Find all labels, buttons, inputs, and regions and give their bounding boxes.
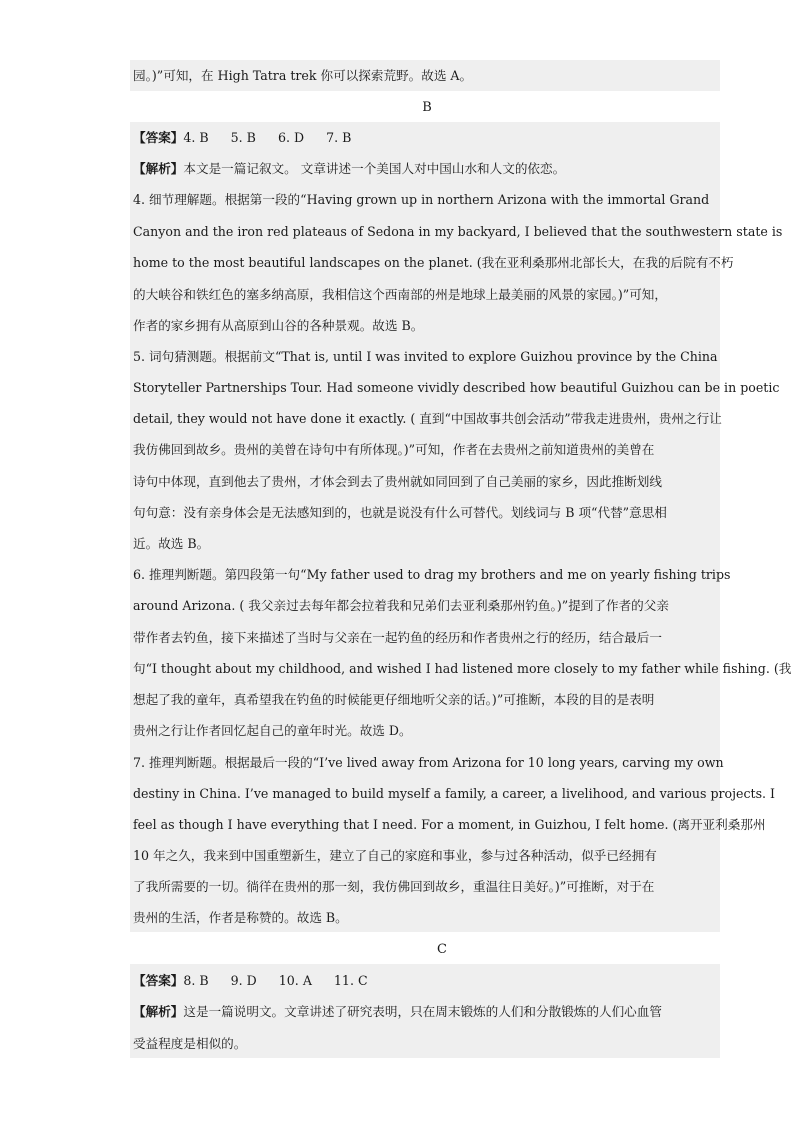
section-c-answers [133, 973, 733, 989]
body-line: 句“I thought about my childhood, and wished I had listened more closely to my father while fishing. (我 [133, 661, 792, 676]
body-line: home to the most beautiful landscapes on the planet. (我在亚利桑那州北部长大，在我的后院有不朽 [133, 255, 734, 270]
analysis-tag: 【解析】 [133, 161, 184, 176]
body-line: Canyon and the iron red plateaus of Sedona in my backyard, I believed that the southwestern state is [133, 224, 783, 239]
analysis-text: 这是一篇说明文。文章讲述了研究表明，只在周末锻炼的人们和分散锻炼的人们心血管 [183, 1004, 662, 1019]
shade-band-b [130, 122, 720, 932]
section-b-heading: B [422, 100, 432, 115]
body-line: 10 年之久，我来到中国重塑新生，建立了自己的家庭和事业，参与过各种活动，似乎已经拥有 [133, 848, 657, 863]
answer-item: 8. B [183, 973, 209, 988]
answer-item: 11. C [333, 973, 368, 988]
body-line: 诗句中体现，直到他去了贵州，才体会到去了贵州就如同回到了自己美丽的家乡，因此推断划线 [133, 474, 662, 489]
section-c-heading: C [437, 942, 447, 957]
body-line: 4. 细节理解题。根据第一段的“Having grown up in northern Arizona with the immortal Grand [133, 192, 710, 207]
body-line: 5. 词句猜测题。根据前文“That is, until I was invited to explore Guizhou province by the China [133, 349, 718, 364]
section-c-analysis [133, 1004, 733, 1020]
body-line: 7. 推理判断题。根据最后一段的“I’ve lived away from Arizona for 10 long years, carving my own [133, 755, 724, 770]
answer-item: 9. D [230, 973, 257, 988]
body-line: 近。故选 B。 [133, 536, 210, 551]
body-line: 了我所需要的一切。徜徉在贵州的那一刻，我仿佛回到故乡，重温往日美好。)”可推断，对于在 [133, 879, 655, 894]
body-line: 受益程度是相似的。 [133, 1036, 247, 1051]
body-line: destiny in China. I’ve managed to build myself a family, a career, a livelihood, and various projects. I [133, 786, 776, 801]
body-line: around Arizona. ( 我父亲过去每年都会拉着我和兄弟们去亚利桑那州钓鱼。)”提到了作者的父亲 [133, 598, 669, 613]
body-line: 带作者去钓鱼，接下来描述了当时与父亲在一起钓鱼的经历和作者贵州之行的经历，结合最后一 [133, 630, 662, 645]
answer-tag: 【答案】 [133, 973, 184, 988]
answer-item: 10. A [278, 973, 312, 988]
prev-section-tail: 园。)”可知，在 High Tatra trek 你可以探索荒野。故选 A。 [133, 68, 473, 83]
section-b-answers [133, 130, 733, 146]
answer-item: 4. B [183, 130, 209, 145]
body-line: feel as though I have everything that I need. For a moment, in Guizhou, I felt home. (离开亚利桑那州 [133, 817, 766, 832]
body-line: detail, they would not have done it exactly. ( 直到“中国故事共创会活动”带我走进贵州，贵州之行让 [133, 411, 722, 426]
body-line: 想起了我的童年，真希望我在钓鱼的时候能更仔细地听父亲的话。)”可推断，本段的目的是表明 [133, 692, 655, 707]
body-line: 贵州的生活，作者是称赞的。故选 B。 [133, 910, 348, 925]
body-line: Storyteller Partnerships Tour. Had someone vividly described how beautiful Guizhou can be in poetic [133, 380, 780, 395]
analysis-tag: 【解析】 [133, 1004, 184, 1019]
body-line: 作者的家乡拥有从高原到山谷的各种景观。故选 B。 [133, 318, 424, 333]
body-line: 句句意：没有亲身体会是无法感知到的，也就是说没有什么可替代。划线词与 B 项“代替”意思相 [133, 505, 667, 520]
body-line: 我仿佛回到故乡。贵州的美曾在诗句中有所体现。)”可知，作者在去贵州之前知道贵州的美曾在 [133, 442, 655, 457]
analysis-text: 本文是一篇记叙文。 文章讲述一个美国人对中国山水和人文的依恋。 [183, 161, 566, 176]
body-line: 贵州之行让作者回忆起自己的童年时光。故选 D。 [133, 723, 412, 738]
body-line: 6. 推理判断题。第四段第一句“My father used to drag my brothers and me on yearly fishing trips [133, 567, 731, 582]
body-line: 的大峡谷和铁红色的塞多纳高原，我相信这个西南部的州是地球上最美丽的风景的家园。)”可知， [133, 287, 667, 302]
answer-item: 6. D [277, 130, 305, 145]
answer-tag: 【答案】 [133, 130, 184, 145]
section-b-analysis-intro [133, 161, 733, 177]
answer-item: 5. B [230, 130, 256, 145]
answer-item: 7. B [326, 130, 352, 145]
